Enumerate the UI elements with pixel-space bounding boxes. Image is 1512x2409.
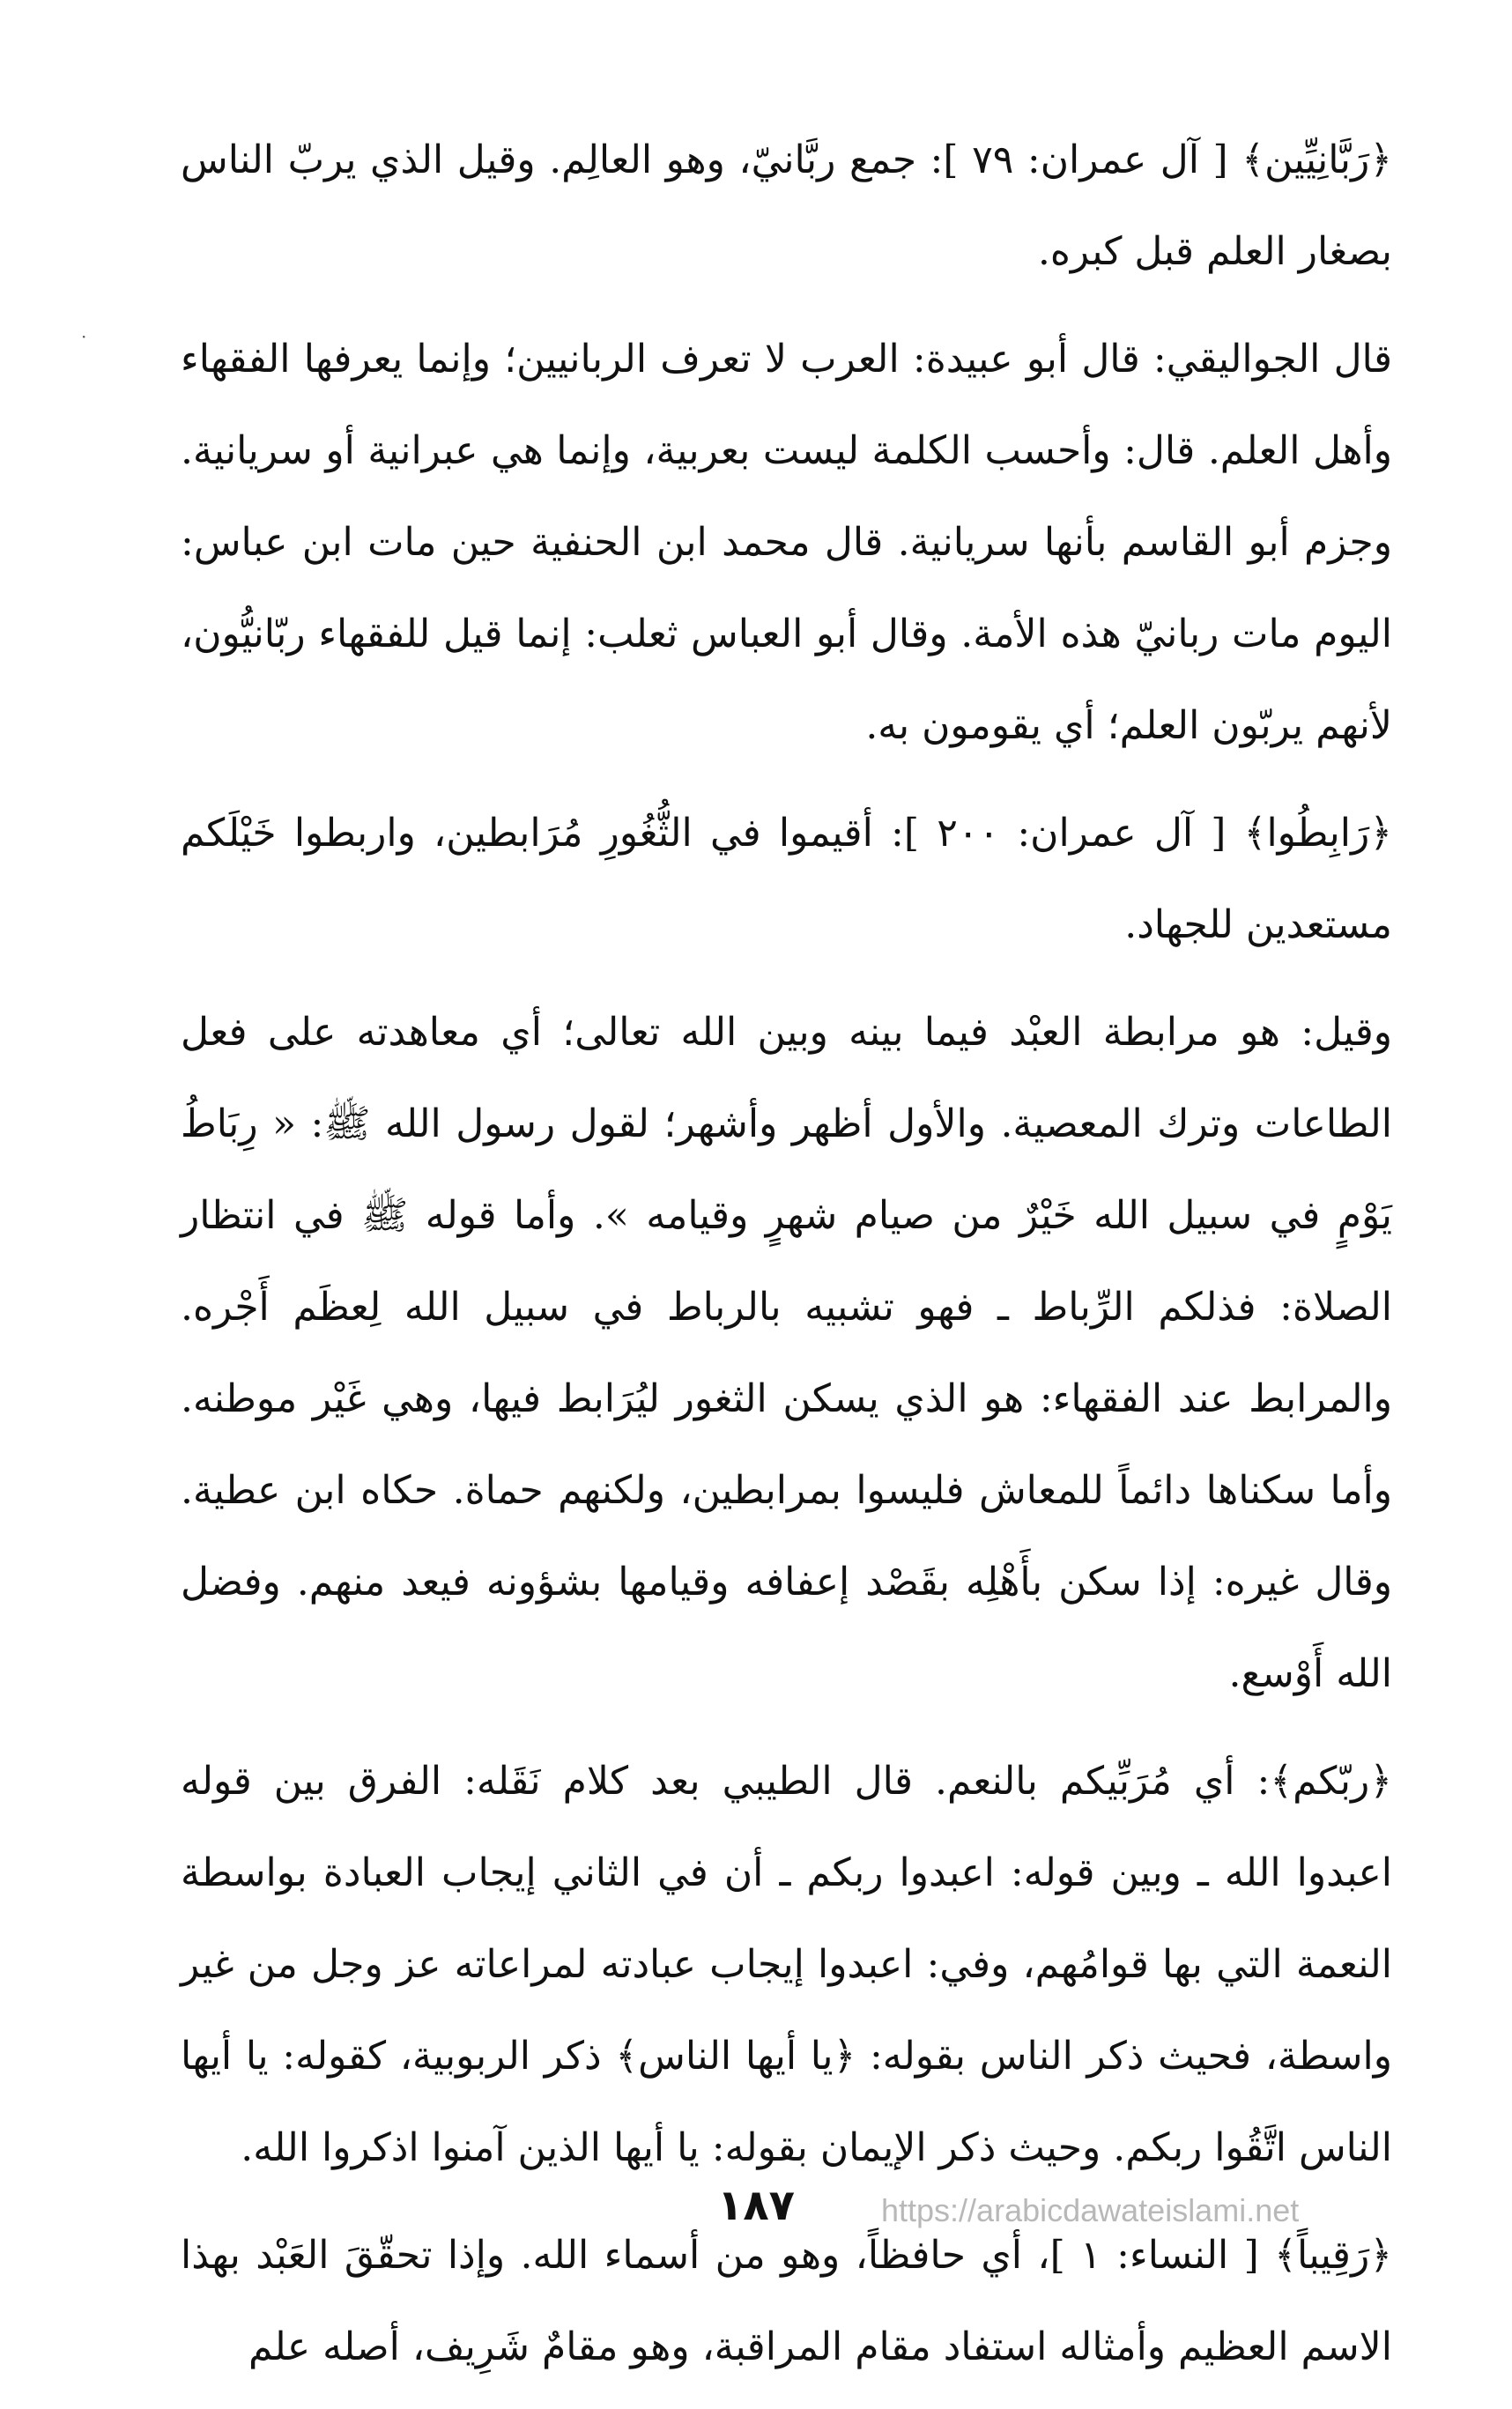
watermark: https://arabicdawateislami.net <box>881 2192 1300 2228</box>
main-text <box>181 115 1392 2409</box>
entry-raqiban <box>181 2210 1392 2393</box>
paragraph: ﴿رَقِيباً﴾ [ النساء: ١ ]، أي حافظاً، وهو من أسماء الله. وإذا تحقّقَ العَبْد بهذا الاسم العظيم وأمثاله استفاد مقام المراقبة، وهو مقامٌ شَرِيف، أصله علم <box>181 2233 1392 2369</box>
entry-jawaliqi <box>181 314 1392 772</box>
paragraph: ﴿ربّكم﴾: أي مُرَبِّيكم بالنعم. قال الطيبي بعد كلام نَقَله: الفرق بين قوله اعبدوا الله ـ وبين قوله: اعبدوا ربكم ـ أن في الثاني إيجاب العبادة بواسطة النعمة التي بها قوامُهم، وفي: اعبدوا إيجاب عبادته لمراعاته عز وجل من غير واسطة، فحيث ذكر الناس بقوله: ﴿يا أيها الناس﴾ ذكر الربوبية، كقوله: يا أيها الناس اتَّقُوا ربكم. وحيث ذكر الإيمان بقوله: يا أيها الذين آمنوا اذكروا الله. <box>181 1759 1392 2170</box>
paragraph: ﴿رَبَّانِيِّين﴾ [ آل عمران: ٧٩ ]: جمع ربَّانيّ، وهو العالِم. وقيل الذي يربّ الناس بصغار العلم قبل كبره. <box>181 137 1392 274</box>
paragraph: وقيل: هو مرابطة العبْد فيما بينه وبين الله تعالى؛ أي معاهدته على فعل الطاعات وترك المعصية. والأول أظهر وأشهر؛ لقول رسول الله ﷺ: « رِبَاطُ يَوْمٍ في سبيل الله خَيْرٌ من صيام شهرٍ وقيامه ». وأما قوله ﷺ في انتظار الصلاة: فذلكم الرِّباط ـ فهو تشبيه بالرباط في سبيل الله لِعظَم أَجْره. والمرابط عند الفقهاء: هو الذي يسكن الثغور ليُرَابط فيها، وهي غَيْر موطنه. وأما سكناها دائماً للمعاش فليسوا بمرابطين، ولكنهم حماة. حكاه ابن عطية. وقال غيره: إذا سكن بأَهْلِه بقَصْد إعفافه وقيامها بشؤونه فيعد منهم. وفضل الله أَوْسع. <box>181 1010 1392 1696</box>
paragraph: ﴿رَابِطُوا﴾ [ آل عمران: ٢٠٠ ]: أقيموا في الثُّغُورِ مُرَابطين، واربطوا خَيْلَكم مستعدين للجهاد. <box>181 811 1392 947</box>
entry-rabitu <box>181 788 1392 971</box>
paragraph: قال الجواليقي: قال أبو عبيدة: العرب لا تعرف الربانيين؛ وإنما يعرفها الفقهاء وأهل العلم. قال: وأحسب الكلمة ليست بعربية، وإنما هي عبرانية أو سريانية. وجزم أبو القاسم بأنها سريانية. قال محمد ابن الحنفية حين مات ابن عباس: اليوم مات ربانيّ هذه الأمة. وقال أبو العباس ثعلب: إنما قيل للفقهاء ربّانيُّون، لأنهم يربّون العلم؛ أي يقومون به. <box>181 337 1392 748</box>
margin-mark: · <box>81 326 87 347</box>
entry-murabata <box>181 987 1392 1720</box>
entry-rabbukum <box>181 1736 1392 2194</box>
page-number: ١٨٧ <box>717 2181 795 2230</box>
entry-rabbaniyyin <box>181 115 1392 298</box>
